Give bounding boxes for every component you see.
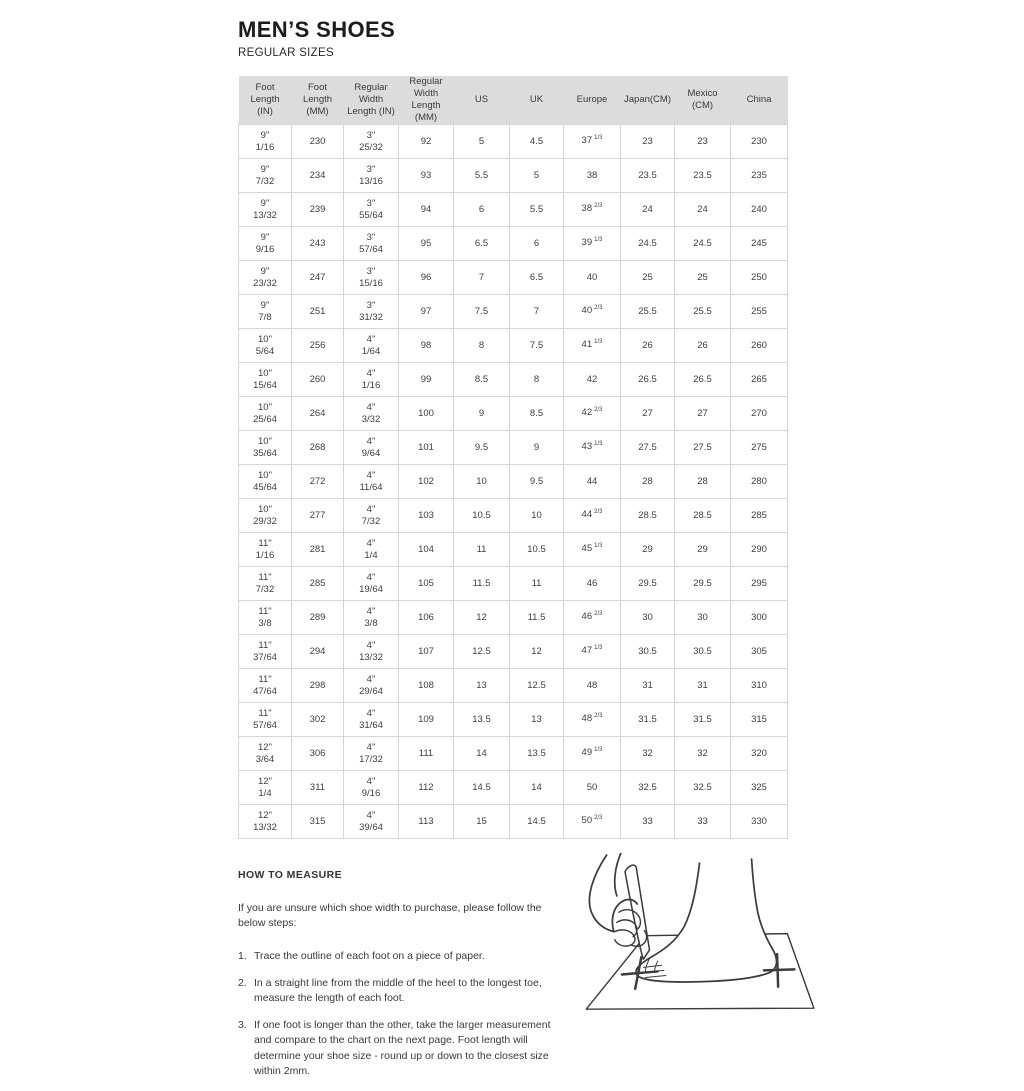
cell-us: 5 <box>454 125 510 159</box>
cell-japan-cm: 29.5 <box>621 567 675 601</box>
table-row <box>239 533 788 567</box>
cell-us: 14.5 <box>454 771 510 805</box>
cell-us: 6 <box>454 193 510 227</box>
cell-width-in: 4" 9/16 <box>344 771 399 805</box>
cell-foot-mm: 230 <box>292 125 344 159</box>
cell-width-in: 4" 3/8 <box>344 601 399 635</box>
cell-mexico-cm: 33 <box>675 805 731 839</box>
step-number: 1. <box>238 949 247 962</box>
cell-foot-in: 10" 45/64 <box>239 465 292 499</box>
cell-width-mm: 102 <box>399 465 454 499</box>
cell-mexico-cm: 27 <box>675 397 731 431</box>
cell-foot-in: 12" 13/32 <box>239 805 292 839</box>
cell-europe: 38 $^{2/3}$ <box>564 193 621 227</box>
cell-mexico-cm: 29.5 <box>675 567 731 601</box>
cell-europe: 50 $^{2/3}$ <box>564 805 621 839</box>
cell-width-mm: 100 <box>399 397 454 431</box>
table-row <box>239 737 788 771</box>
cell-mexico-cm: 24 <box>675 193 731 227</box>
cell-mexico-cm: 28 <box>675 465 731 499</box>
cell-japan-cm: 25.5 <box>621 295 675 329</box>
cell-china: 325 <box>731 771 788 805</box>
cell-mexico-cm: 26.5 <box>675 363 731 397</box>
cell-width-mm: 97 <box>399 295 454 329</box>
how-to-measure-section <box>238 869 789 1091</box>
cell-width-in: 4" 13/32 <box>344 635 399 669</box>
cell-foot-in: 11" 47/64 <box>239 669 292 703</box>
cell-width-in: 4" 1/64 <box>344 329 399 363</box>
cell-foot-in: 11" 57/64 <box>239 703 292 737</box>
cell-width-mm: 106 <box>399 601 454 635</box>
cell-foot-mm: 234 <box>292 159 344 193</box>
cell-europe: 43 $^{1/3}$ <box>564 431 621 465</box>
cell-foot-mm: 272 <box>292 465 344 499</box>
fraction-superscript: 2/3 <box>594 611 603 618</box>
size-chart-page <box>238 18 789 1091</box>
cell-uk: 7.5 <box>510 329 564 363</box>
cell-width-mm: 104 <box>399 533 454 567</box>
cell-width-in: 4" 3/32 <box>344 397 399 431</box>
cell-width-in: 4" 1/4 <box>344 533 399 567</box>
cell-japan-cm: 31.5 <box>621 703 675 737</box>
cell-china: 315 <box>731 703 788 737</box>
cell-mexico-cm: 28.5 <box>675 499 731 533</box>
table-row <box>239 805 788 839</box>
cell-europe: 40 <box>564 261 621 295</box>
cell-width-in: 3" 57/64 <box>344 227 399 261</box>
cell-foot-in: 9" 1/16 <box>239 125 292 159</box>
cell-uk: 7 <box>510 295 564 329</box>
cell-width-in: 4" 17/32 <box>344 737 399 771</box>
cell-china: 235 <box>731 159 788 193</box>
table-row <box>239 193 788 227</box>
cell-foot-in: 11" 3/8 <box>239 601 292 635</box>
cell-foot-in: 11" 7/32 <box>239 567 292 601</box>
cell-europe: 41 $^{1/3}$ <box>564 329 621 363</box>
cell-japan-cm: 28 <box>621 465 675 499</box>
cell-china: 270 <box>731 397 788 431</box>
cell-width-in: 3" 25/32 <box>344 125 399 159</box>
fraction-superscript: 1/3 <box>594 339 603 346</box>
cell-china: 310 <box>731 669 788 703</box>
cell-mexico-cm: 30.5 <box>675 635 731 669</box>
cell-japan-cm: 31 <box>621 669 675 703</box>
step-text: Trace the outline of each foot on a piece of paper. <box>254 949 485 962</box>
cell-width-mm: 101 <box>399 431 454 465</box>
how-to-measure-steps <box>238 949 570 1080</box>
cell-china: 320 <box>731 737 788 771</box>
cell-us: 9.5 <box>454 431 510 465</box>
cell-width-in: 4" 9/64 <box>344 431 399 465</box>
step-text: If one foot is longer than the other, take the larger measurement and compare to the chart on the next page. Foot length will determine your shoe size - round up or down to the closest size within 2mm. <box>254 1019 551 1077</box>
table-row <box>239 227 788 261</box>
cell-mexico-cm: 25 <box>675 261 731 295</box>
cell-uk: 4.5 <box>510 125 564 159</box>
cell-width-mm: 107 <box>399 635 454 669</box>
cell-mexico-cm: 27.5 <box>675 431 731 465</box>
size-table-header-row <box>239 76 788 125</box>
cell-uk: 9.5 <box>510 465 564 499</box>
table-row <box>239 397 788 431</box>
cell-uk: 10.5 <box>510 533 564 567</box>
cell-us: 13.5 <box>454 703 510 737</box>
cell-europe: 37 $^{1/3}$ <box>564 125 621 159</box>
cell-mexico-cm: 24.5 <box>675 227 731 261</box>
column-header: Foot Length (MM) <box>292 76 344 125</box>
size-conversion-table <box>238 76 788 839</box>
cell-mexico-cm: 23 <box>675 125 731 159</box>
foot-tracing-illustration <box>576 853 821 1029</box>
cell-japan-cm: 24 <box>621 193 675 227</box>
table-row <box>239 261 788 295</box>
table-row <box>239 499 788 533</box>
fraction-superscript: 1/3 <box>594 441 603 448</box>
cell-width-in: 4" 7/32 <box>344 499 399 533</box>
cell-foot-mm: 285 <box>292 567 344 601</box>
column-header: Mexico (CM) <box>675 76 731 125</box>
cell-europe: 45 $^{1/3}$ <box>564 533 621 567</box>
cell-foot-mm: 311 <box>292 771 344 805</box>
cell-foot-in: 12" 3/64 <box>239 737 292 771</box>
cell-width-mm: 95 <box>399 227 454 261</box>
cell-width-mm: 92 <box>399 125 454 159</box>
how-to-measure-text <box>238 869 570 1091</box>
table-row <box>239 431 788 465</box>
cell-us: 14 <box>454 737 510 771</box>
fraction-superscript: 2/3 <box>594 407 603 414</box>
cell-us: 8 <box>454 329 510 363</box>
cell-china: 255 <box>731 295 788 329</box>
table-row <box>239 771 788 805</box>
cell-foot-in: 9" 7/8 <box>239 295 292 329</box>
cell-width-in: 4" 31/64 <box>344 703 399 737</box>
cell-foot-in: 10" 15/64 <box>239 363 292 397</box>
arm-outline <box>589 855 613 932</box>
cell-mexico-cm: 31 <box>675 669 731 703</box>
cell-foot-mm: 256 <box>292 329 344 363</box>
cell-japan-cm: 26.5 <box>621 363 675 397</box>
cell-europe: 42 $^{2/3}$ <box>564 397 621 431</box>
fraction-superscript: 2/3 <box>594 203 603 210</box>
cell-us: 8.5 <box>454 363 510 397</box>
fraction-superscript: 2/3 <box>594 305 603 312</box>
table-row <box>239 567 788 601</box>
cell-europe: 47 $^{1/3}$ <box>564 635 621 669</box>
fraction-superscript: 1/3 <box>594 135 603 142</box>
cell-china: 265 <box>731 363 788 397</box>
cell-mexico-cm: 32.5 <box>675 771 731 805</box>
cell-uk: 14 <box>510 771 564 805</box>
cell-mexico-cm: 31.5 <box>675 703 731 737</box>
cell-japan-cm: 33 <box>621 805 675 839</box>
table-row <box>239 601 788 635</box>
cell-china: 260 <box>731 329 788 363</box>
cell-foot-in: 10" 29/32 <box>239 499 292 533</box>
cell-foot-mm: 268 <box>292 431 344 465</box>
cell-foot-in: 10" 25/64 <box>239 397 292 431</box>
how-to-step <box>238 1018 570 1079</box>
cell-uk: 6.5 <box>510 261 564 295</box>
column-header: Europe <box>564 76 621 125</box>
cell-uk: 6 <box>510 227 564 261</box>
cell-japan-cm: 23 <box>621 125 675 159</box>
cell-foot-in: 10" 5/64 <box>239 329 292 363</box>
how-to-measure-heading: HOW TO MEASURE <box>238 869 342 882</box>
cell-japan-cm: 32.5 <box>621 771 675 805</box>
cell-europe: 40 $^{2/3}$ <box>564 295 621 329</box>
cell-foot-mm: 298 <box>292 669 344 703</box>
cell-uk: 9 <box>510 431 564 465</box>
cell-width-mm: 111 <box>399 737 454 771</box>
cell-width-in: 3" 31/32 <box>344 295 399 329</box>
cell-japan-cm: 23.5 <box>621 159 675 193</box>
cell-uk: 14.5 <box>510 805 564 839</box>
cell-us: 10.5 <box>454 499 510 533</box>
how-to-step <box>238 976 570 1006</box>
cell-japan-cm: 27.5 <box>621 431 675 465</box>
fraction-superscript: 2/3 <box>594 509 603 516</box>
cell-uk: 12 <box>510 635 564 669</box>
cell-width-mm: 94 <box>399 193 454 227</box>
fraction-superscript: 1/3 <box>594 645 603 652</box>
cell-width-mm: 112 <box>399 771 454 805</box>
cell-china: 305 <box>731 635 788 669</box>
cell-europe: 46 <box>564 567 621 601</box>
step-number: 2. <box>238 976 247 989</box>
cell-japan-cm: 30 <box>621 601 675 635</box>
step-number: 3. <box>238 1019 247 1032</box>
cell-europe: 42 <box>564 363 621 397</box>
size-table-body <box>239 125 788 839</box>
table-row <box>239 159 788 193</box>
cell-width-in: 3" 13/16 <box>344 159 399 193</box>
cell-foot-mm: 264 <box>292 397 344 431</box>
cell-europe: 46 $^{2/3}$ <box>564 601 621 635</box>
cell-foot-in: 12" 1/4 <box>239 771 292 805</box>
cell-japan-cm: 26 <box>621 329 675 363</box>
cell-uk: 13 <box>510 703 564 737</box>
cell-us: 12 <box>454 601 510 635</box>
cell-us: 5.5 <box>454 159 510 193</box>
cell-china: 290 <box>731 533 788 567</box>
cell-foot-in: 9" 9/16 <box>239 227 292 261</box>
cell-foot-in: 11" 1/16 <box>239 533 292 567</box>
table-row <box>239 295 788 329</box>
table-row <box>239 669 788 703</box>
cell-mexico-cm: 30 <box>675 601 731 635</box>
cell-foot-mm: 306 <box>292 737 344 771</box>
cell-width-mm: 109 <box>399 703 454 737</box>
cell-uk: 11.5 <box>510 601 564 635</box>
cell-width-mm: 96 <box>399 261 454 295</box>
cell-width-mm: 93 <box>399 159 454 193</box>
fraction-superscript: 1/3 <box>594 747 603 754</box>
step-text: In a straight line from the middle of the heel to the longest toe, measure the length of each foot. <box>254 976 542 1004</box>
cell-japan-cm: 29 <box>621 533 675 567</box>
table-row <box>239 125 788 159</box>
cell-us: 9 <box>454 397 510 431</box>
column-header: Regular Width Length (IN) <box>344 76 399 125</box>
column-header: Regular Width Length (MM) <box>399 76 454 125</box>
cell-japan-cm: 24.5 <box>621 227 675 261</box>
cell-us: 12.5 <box>454 635 510 669</box>
column-header: US <box>454 76 510 125</box>
table-row <box>239 363 788 397</box>
cell-mexico-cm: 23.5 <box>675 159 731 193</box>
cell-width-mm: 103 <box>399 499 454 533</box>
cell-china: 230 <box>731 125 788 159</box>
page-title: MEN’S SHOES <box>238 17 396 42</box>
cell-europe: 38 <box>564 159 621 193</box>
cell-china: 245 <box>731 227 788 261</box>
fraction-superscript: 2/3 <box>594 815 603 822</box>
foot-tracing-icon <box>576 853 821 1029</box>
cell-europe: 44 <box>564 465 621 499</box>
cell-japan-cm: 27 <box>621 397 675 431</box>
cell-europe: 39 $^{1/3}$ <box>564 227 621 261</box>
cell-europe: 44 $^{2/3}$ <box>564 499 621 533</box>
cell-uk: 5.5 <box>510 193 564 227</box>
cell-foot-in: 9" 13/32 <box>239 193 292 227</box>
cell-width-in: 4" 11/64 <box>344 465 399 499</box>
cell-foot-mm: 294 <box>292 635 344 669</box>
cell-foot-mm: 289 <box>292 601 344 635</box>
cell-foot-in: 10" 35/64 <box>239 431 292 465</box>
cell-width-in: 4" 1/16 <box>344 363 399 397</box>
cell-uk: 11 <box>510 567 564 601</box>
cell-width-mm: 108 <box>399 669 454 703</box>
cell-width-mm: 99 <box>399 363 454 397</box>
cell-japan-cm: 28.5 <box>621 499 675 533</box>
cell-foot-in: 9" 23/32 <box>239 261 292 295</box>
cell-china: 330 <box>731 805 788 839</box>
cell-foot-mm: 302 <box>292 703 344 737</box>
cell-europe: 48 $^{2/3}$ <box>564 703 621 737</box>
cell-mexico-cm: 25.5 <box>675 295 731 329</box>
cell-foot-mm: 247 <box>292 261 344 295</box>
cell-uk: 5 <box>510 159 564 193</box>
cell-width-in: 4" 19/64 <box>344 567 399 601</box>
cell-uk: 8 <box>510 363 564 397</box>
cell-us: 13 <box>454 669 510 703</box>
table-row <box>239 703 788 737</box>
table-row <box>239 329 788 363</box>
cell-uk: 12.5 <box>510 669 564 703</box>
cell-width-in: 4" 39/64 <box>344 805 399 839</box>
cell-us: 10 <box>454 465 510 499</box>
cell-mexico-cm: 29 <box>675 533 731 567</box>
cell-japan-cm: 25 <box>621 261 675 295</box>
cell-foot-mm: 243 <box>292 227 344 261</box>
cell-europe: 50 <box>564 771 621 805</box>
cell-uk: 10 <box>510 499 564 533</box>
cell-width-mm: 113 <box>399 805 454 839</box>
cell-uk: 13.5 <box>510 737 564 771</box>
page-subtitle: REGULAR SIZES <box>238 47 334 60</box>
how-to-step <box>238 949 570 964</box>
cell-china: 295 <box>731 567 788 601</box>
cell-us: 7 <box>454 261 510 295</box>
how-to-measure-intro: If you are unsure which shoe width to purchase, please follow the below steps: <box>238 902 542 929</box>
cell-foot-mm: 277 <box>292 499 344 533</box>
cell-mexico-cm: 26 <box>675 329 731 363</box>
cell-europe: 48 <box>564 669 621 703</box>
cell-mexico-cm: 32 <box>675 737 731 771</box>
cell-us: 11.5 <box>454 567 510 601</box>
cell-china: 300 <box>731 601 788 635</box>
cell-width-in: 4" 29/64 <box>344 669 399 703</box>
cell-us: 15 <box>454 805 510 839</box>
fraction-superscript: 2/3 <box>594 713 603 720</box>
cell-us: 11 <box>454 533 510 567</box>
fraction-superscript: 1/3 <box>594 543 603 550</box>
column-header: Japan(CM) <box>621 76 675 125</box>
cell-japan-cm: 30.5 <box>621 635 675 669</box>
cell-foot-mm: 239 <box>292 193 344 227</box>
cell-foot-mm: 315 <box>292 805 344 839</box>
cell-width-mm: 98 <box>399 329 454 363</box>
cell-china: 280 <box>731 465 788 499</box>
column-header: China <box>731 76 788 125</box>
cell-europe: 49 $^{1/3}$ <box>564 737 621 771</box>
cell-width-in: 3" 15/16 <box>344 261 399 295</box>
cell-japan-cm: 32 <box>621 737 675 771</box>
cell-uk: 8.5 <box>510 397 564 431</box>
cell-china: 285 <box>731 499 788 533</box>
cell-foot-in: 11" 37/64 <box>239 635 292 669</box>
cell-width-in: 3" 55/64 <box>344 193 399 227</box>
table-header <box>239 76 788 125</box>
fraction-superscript: 1/3 <box>594 237 603 244</box>
column-header: UK <box>510 76 564 125</box>
table-row <box>239 465 788 499</box>
cell-china: 240 <box>731 193 788 227</box>
cell-foot-in: 9" 7/32 <box>239 159 292 193</box>
column-header: Foot Length (IN) <box>239 76 292 125</box>
cell-foot-mm: 251 <box>292 295 344 329</box>
table-row <box>239 635 788 669</box>
cell-china: 250 <box>731 261 788 295</box>
cell-china: 275 <box>731 431 788 465</box>
cell-width-mm: 105 <box>399 567 454 601</box>
cell-foot-mm: 260 <box>292 363 344 397</box>
cell-foot-mm: 281 <box>292 533 344 567</box>
cell-us: 6.5 <box>454 227 510 261</box>
cell-us: 7.5 <box>454 295 510 329</box>
